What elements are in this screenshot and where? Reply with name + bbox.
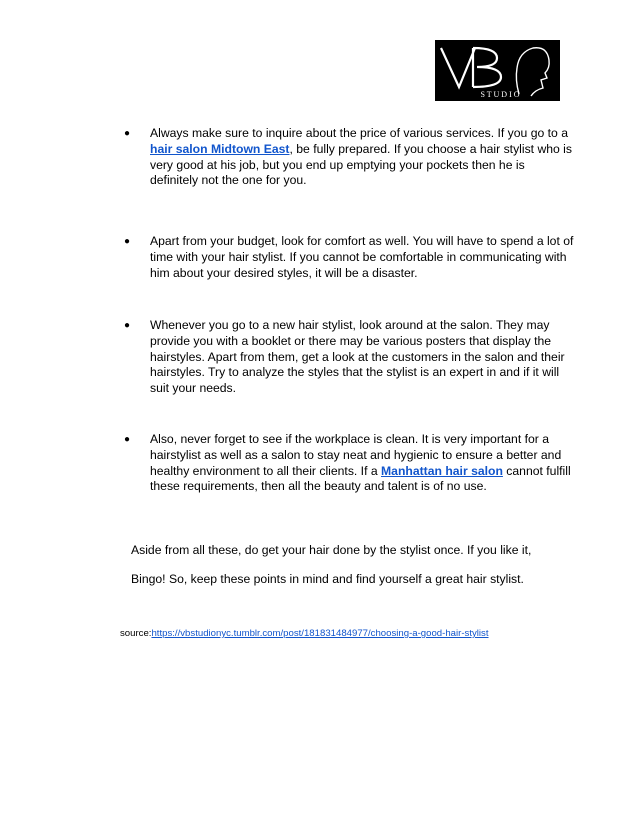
closing-paragraph-1: Aside from all these, do get your hair done by the stylist once. If you like it,: [131, 543, 532, 557]
bullet-text: Also, never forget to see if the workplace is clean. It is very important for a hairstylist as well as a salon to stay neat and hygienic to ensure a better and healthy environment to all their clients. If a: [150, 432, 562, 478]
bullet-icon: ●: [124, 236, 131, 247]
list-item: [124, 318, 574, 397]
source-url-link[interactable]: https://vbstudionyc.tumblr.com/post/181831484977/choosing-a-good-hair-stylist: [151, 628, 489, 639]
vb-studio-logo-graphic: [435, 40, 560, 101]
list-item: [124, 126, 574, 189]
list-item: [124, 432, 574, 495]
bullet-text: Always make sure to inquire about the price of various services. If you go to a: [150, 126, 568, 140]
bullet-text: Apart from your budget, look for comfort as well. You will have to spend a lot of time with your hair stylist. If you cannot be comfortable in communicating with him about your desired styles, it will be a disaster.: [150, 234, 574, 280]
manhattan-hair-salon-link[interactable]: Manhattan hair salon: [381, 463, 503, 478]
hair-salon-midtown-east-link[interactable]: hair salon Midtown East: [150, 141, 290, 156]
closing-paragraph-2: Bingo! So, keep these points in mind and find yourself a great hair stylist.: [131, 572, 524, 586]
bullet-icon: ●: [124, 128, 131, 139]
bullet-text-end: cannot fulfill these requirements, then all the beauty and talent is of no use.: [150, 463, 571, 494]
vb-studio-logo: [435, 40, 560, 101]
list-item: [124, 234, 574, 281]
source-label: source:: [120, 628, 152, 639]
source-line: [120, 628, 489, 640]
bullet-icon: ●: [124, 434, 131, 445]
bullet-icon: ●: [124, 320, 131, 331]
bullet-text: Whenever you go to a new hair stylist, look around at the salon. They may provide you with a booklet or there may be various posters that display the hairstyles. Apart from them, get a look at the customers in the salon and their hairstyles. Try to analyze the styles that the stylist is an expert in and if it will suit your needs.: [150, 318, 565, 396]
logo-subtitle: S T U D I O: [480, 90, 520, 99]
bullet-text-end: , be fully prepared. If you choose a hair stylist who is very good at his job, but you end up emptying your pockets then he is definitely not the one for you.: [150, 141, 572, 188]
